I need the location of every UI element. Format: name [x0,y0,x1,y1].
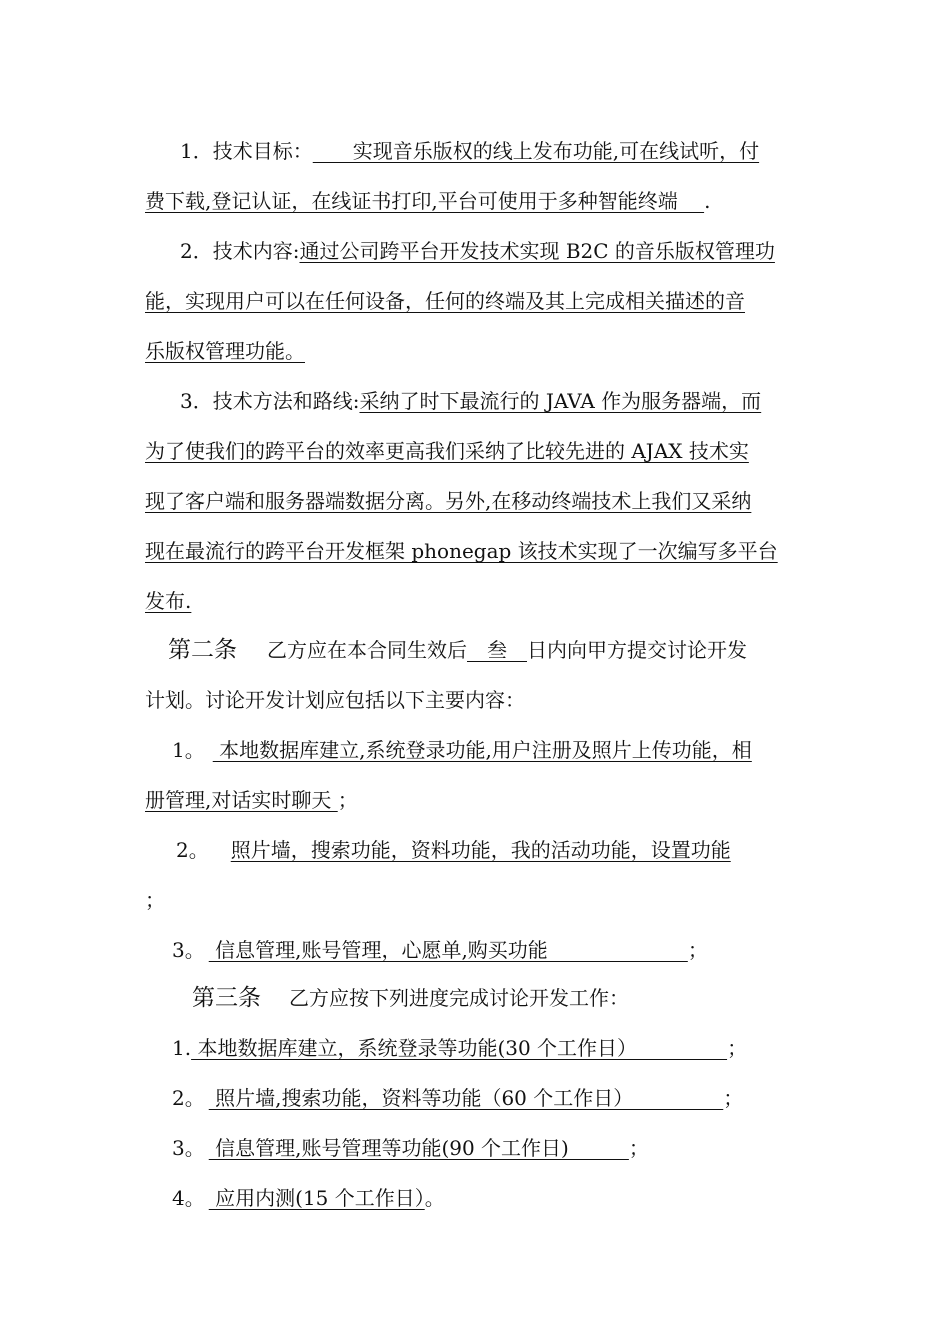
tech-method-text-3: 现了客户端和服务器端数据分离。另外,在移动终端技术上我们又采纳 [145,489,752,513]
article-2-item-3-text: 信息管理,账号管理，心愿单,购买功能 [208,938,688,962]
tech-content-line-3 [145,337,305,365]
tech-content-label: 2．技术内容: [180,239,300,263]
article-2-heading: 第二条 [168,637,237,663]
tech-method-line-2 [145,437,749,465]
article-2-item-1-text-2: 册管理,对话实时聊天 [145,788,338,812]
article-3-step-4-end: 。 [424,1186,445,1210]
tech-method-line-5 [145,587,191,615]
tech-goal-text-1: 实现音乐版权的线上发布功能,可在线试听，付 [312,139,760,163]
tech-method-line-1 [180,387,761,415]
article-2-days: 叁 [467,638,527,662]
tech-content-text-2: 能，实现用户可以在任何设备，任何的终端及其上完成相关描述的音 [145,289,745,313]
article-3-step-3-text: 信息管理,账号管理等功能(90 个工作日) [208,1136,629,1160]
tech-content-line-1 [180,237,775,265]
article-2-item-2-text: 照片墙，搜索功能，资料功能，我的活动功能，设置功能 [230,838,731,862]
article-2-item-2-num: 2。 [176,838,209,862]
article-3-line-1 [192,984,629,1012]
article-2-text-1: 乙方应在本合同生效后 [267,638,467,662]
tech-content-text-3: 乐版权管理功能。 [145,339,305,363]
article-2-item-1-line-2 [145,786,358,814]
tech-method-text-4: 现在最流行的跨平台开发框架 phonegap 该技术实现了一次编写多平台 [145,539,778,563]
tech-method-text-5: 发布. [145,589,192,613]
article-2-line-2 [145,686,525,714]
tech-goal-text-2: 费下载,登记认证，在线证书打印,平台可使用于多种智能终端 [145,189,705,213]
tech-goal-label: 1．技术目标： [180,139,313,163]
article-3-heading: 第三条 [192,985,261,1011]
article-2-item-1-num: 1。 [172,738,205,762]
article-3-step-2-text: 照片墙,搜索功能，资料等功能（60 个工作日） [208,1086,724,1110]
article-3-step-2 [172,1084,743,1112]
article-2-item-2-line-2 [145,886,165,914]
article-3-step-1-num: 1. [172,1036,192,1060]
tech-method-line-3 [145,487,751,515]
tech-method-label: 3．技术方法和路线: [180,389,360,413]
tech-method-text-1: 采纳了时下最流行的 JAVA 作为服务器端，而 [359,389,762,413]
article-3-step-1 [172,1034,747,1062]
article-3-step-1-text: 本地数据库建立，系统登录等功能(30 个工作日） [191,1036,728,1060]
tech-goal-line-2 [145,187,710,215]
article-2-item-3 [172,936,708,964]
article-2-text-2: 日内向甲方提交讨论开发 [527,638,747,662]
article-3-step-1-end: ； [727,1036,748,1060]
article-3-step-4-text: 应用内测(15 个工作日） [208,1186,425,1210]
article-3-step-2-num: 2。 [172,1086,205,1110]
article-2-item-3-end: ； [687,938,708,962]
article-3-step-4-num: 4。 [172,1186,205,1210]
article-3-step-3 [172,1134,649,1162]
tech-method-line-4 [145,537,778,565]
article-2-text-3: 计划。讨论开发计划应包括以下主要内容： [145,688,525,712]
article-3-text: 乙方应按下列进度完成讨论开发工作： [289,986,629,1010]
article-3-step-4 [172,1184,445,1212]
article-3-step-3-num: 3。 [172,1136,205,1160]
article-3-step-3-end: ； [628,1136,649,1160]
article-2-item-3-num: 3。 [172,938,205,962]
tech-content-text-1: 通过公司跨平台开发技术实现 B2C 的音乐版权管理功 [299,239,775,263]
article-2-item-1-end: ； [337,788,358,812]
tech-goal-end: . [704,189,711,213]
article-3-step-2-end: ； [723,1086,744,1110]
tech-content-line-2 [145,287,745,315]
tech-goal-line-1 [145,137,833,165]
article-2-item-2-end: ； [145,888,165,912]
tech-method-text-2: 为了使我们的跨平台的效率更高我们采纳了比较先进的 AJAX 技术实 [145,439,749,463]
article-2-item-2-line-1 [176,836,731,864]
article-2-line-1 [168,636,747,664]
article-2-item-1-text-1: 本地数据库建立,系统登录功能,用户注册及照片上传功能，相 [212,738,752,762]
article-2-item-1-line-1 [172,736,752,764]
